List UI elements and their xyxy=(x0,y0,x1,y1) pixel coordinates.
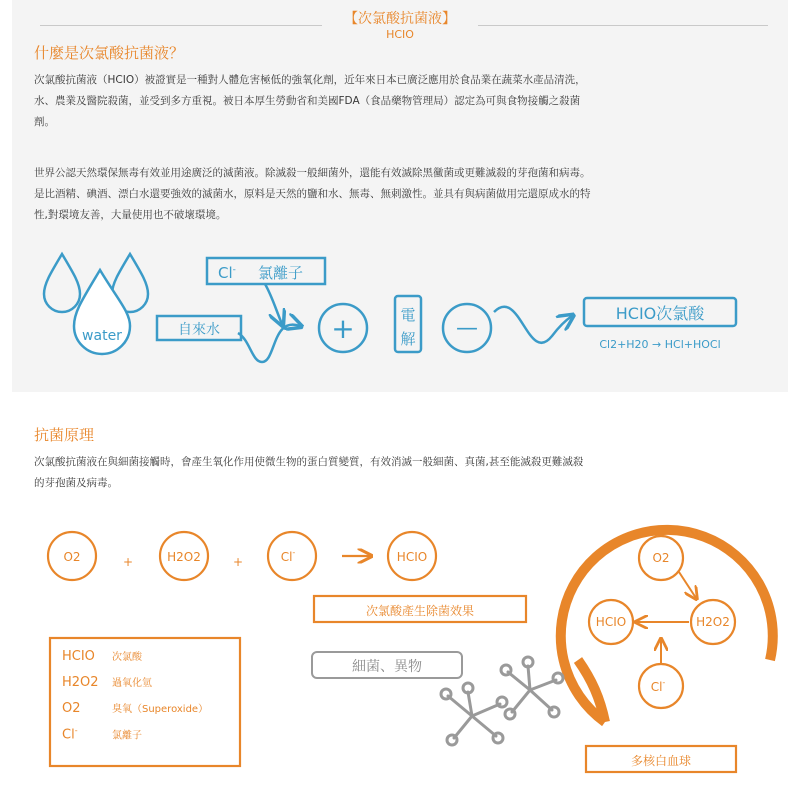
bacteria-icon xyxy=(441,657,563,745)
electrolysis-char-2: 解 xyxy=(400,330,416,348)
legend-formula: O2 xyxy=(62,701,81,716)
water-drop-icon xyxy=(44,254,80,312)
header-rule-left xyxy=(40,25,322,26)
intro-paragraph-2 xyxy=(34,163,774,226)
plus-sign: + xyxy=(331,312,355,345)
principle-paragraph xyxy=(34,452,774,494)
legend-row xyxy=(62,648,234,674)
cell-oxygen-label: O2 xyxy=(652,551,670,565)
page-subtitle: HCIO xyxy=(386,28,414,41)
intro-line: 水、農業及醫院殺菌，並受到多方重視。被日本厚生勞動省和美國FDA（食品藥物管理局）認定為可與食物接觸之殺菌 xyxy=(34,95,581,107)
intro-line: 是比酒精、碘酒、漂白水還要強效的滅菌水，原料是天然的鹽和水、無毒、無刺激性。並具有與病菌做用完還原成水的特 xyxy=(34,188,591,200)
arrow-icon xyxy=(265,284,282,324)
arrow-icon xyxy=(238,325,300,362)
reaction-equation: Cl2+H20 → HCl+HOCl xyxy=(599,338,721,351)
page-title: 【次氯酸抗菌液】 xyxy=(344,11,456,27)
plus-sign: + xyxy=(122,555,134,569)
principle-line: 次氯酸抗菌液在與細菌接觸時，會產生氧化作用使微生物的蛋白質變質，有效消滅一般細菌、真菌,甚至能滅殺更難滅殺 xyxy=(34,456,584,468)
water-label: water xyxy=(82,328,122,344)
plus-sign: + xyxy=(232,555,244,569)
legend-list xyxy=(62,648,234,752)
hydrogen-peroxide-label: H2O2 xyxy=(167,550,201,564)
principle-line: 的芽孢菌及病毒。 xyxy=(34,477,118,489)
cell-chloride-formula xyxy=(651,678,666,694)
legend-name: 氯離子 xyxy=(112,730,142,742)
section-title-principle: 抗菌原理 xyxy=(34,426,95,444)
legend-row xyxy=(62,674,234,700)
chloride-symbol: Cl xyxy=(650,680,663,694)
chloride-symbol: Cl xyxy=(280,550,293,564)
chloride-symbol: Cl xyxy=(62,727,75,743)
effect-label: 次氯酸產生除菌效果 xyxy=(365,604,475,618)
chloride-formula xyxy=(218,264,236,282)
intro-line: 性,對環境友善，大量使用也不破壞環境。 xyxy=(34,209,227,221)
legend-row xyxy=(62,726,234,752)
chloride-symbol: Cl xyxy=(218,264,233,282)
charge-sup: - xyxy=(662,678,666,687)
chloride-ion-label: 氯離子 xyxy=(258,264,304,282)
charge-sup: - xyxy=(292,548,296,557)
header-rule-right xyxy=(478,25,768,26)
intro-line: 世界公認天然環保無毒有效並用途廣泛的滅菌液。除滅殺一般細菌外，還能有效滅除黑黴菌或更難滅殺的芽孢菌和病毒。 xyxy=(34,167,591,179)
chloride-formula xyxy=(281,548,296,564)
hcio-label: HCIO xyxy=(396,550,428,564)
charge-sup: - xyxy=(232,265,236,275)
legend-name: 次氯酸 xyxy=(112,652,142,663)
wbc-label: 多核白血球 xyxy=(630,754,692,768)
intro-paragraph-1 xyxy=(34,70,774,133)
legend-name: 過氧化氫 xyxy=(112,678,152,689)
cell-hydrogen-peroxide-label: H2O2 xyxy=(696,615,730,629)
electrolysis-diagram xyxy=(0,240,800,380)
legend-formula: HCIO xyxy=(62,649,95,664)
hypochlorous-acid-label: HCIO次氯酸 xyxy=(615,304,705,323)
legend-formula xyxy=(62,726,112,742)
electrolysis-char-1: 電 xyxy=(400,306,416,324)
charge-sup: - xyxy=(74,726,78,735)
bacteria-label: 細菌、異物 xyxy=(352,659,422,675)
legend-row xyxy=(62,700,234,726)
arrow-icon xyxy=(679,572,696,598)
oxygen-label: O2 xyxy=(63,550,81,564)
intro-line: 劑。 xyxy=(34,116,55,128)
cell-hcio-label: HCIO xyxy=(595,615,627,629)
tap-water-label: 自來水 xyxy=(178,322,220,338)
section-title-what: 什麼是次氯酸抗菌液？ xyxy=(34,44,185,62)
legend-formula: H2O2 xyxy=(62,675,99,690)
minus-sign: — xyxy=(456,316,478,341)
intro-line: 次氯酸抗菌液（HCIO）被證實是一種對人體危害極低的強氧化劑，近年來日本已廣泛應用於食品業在蔬菜水產品清洗， xyxy=(34,74,586,86)
legend-name: 臭氧（Superoxide） xyxy=(112,704,209,715)
arrow-icon xyxy=(494,307,572,343)
